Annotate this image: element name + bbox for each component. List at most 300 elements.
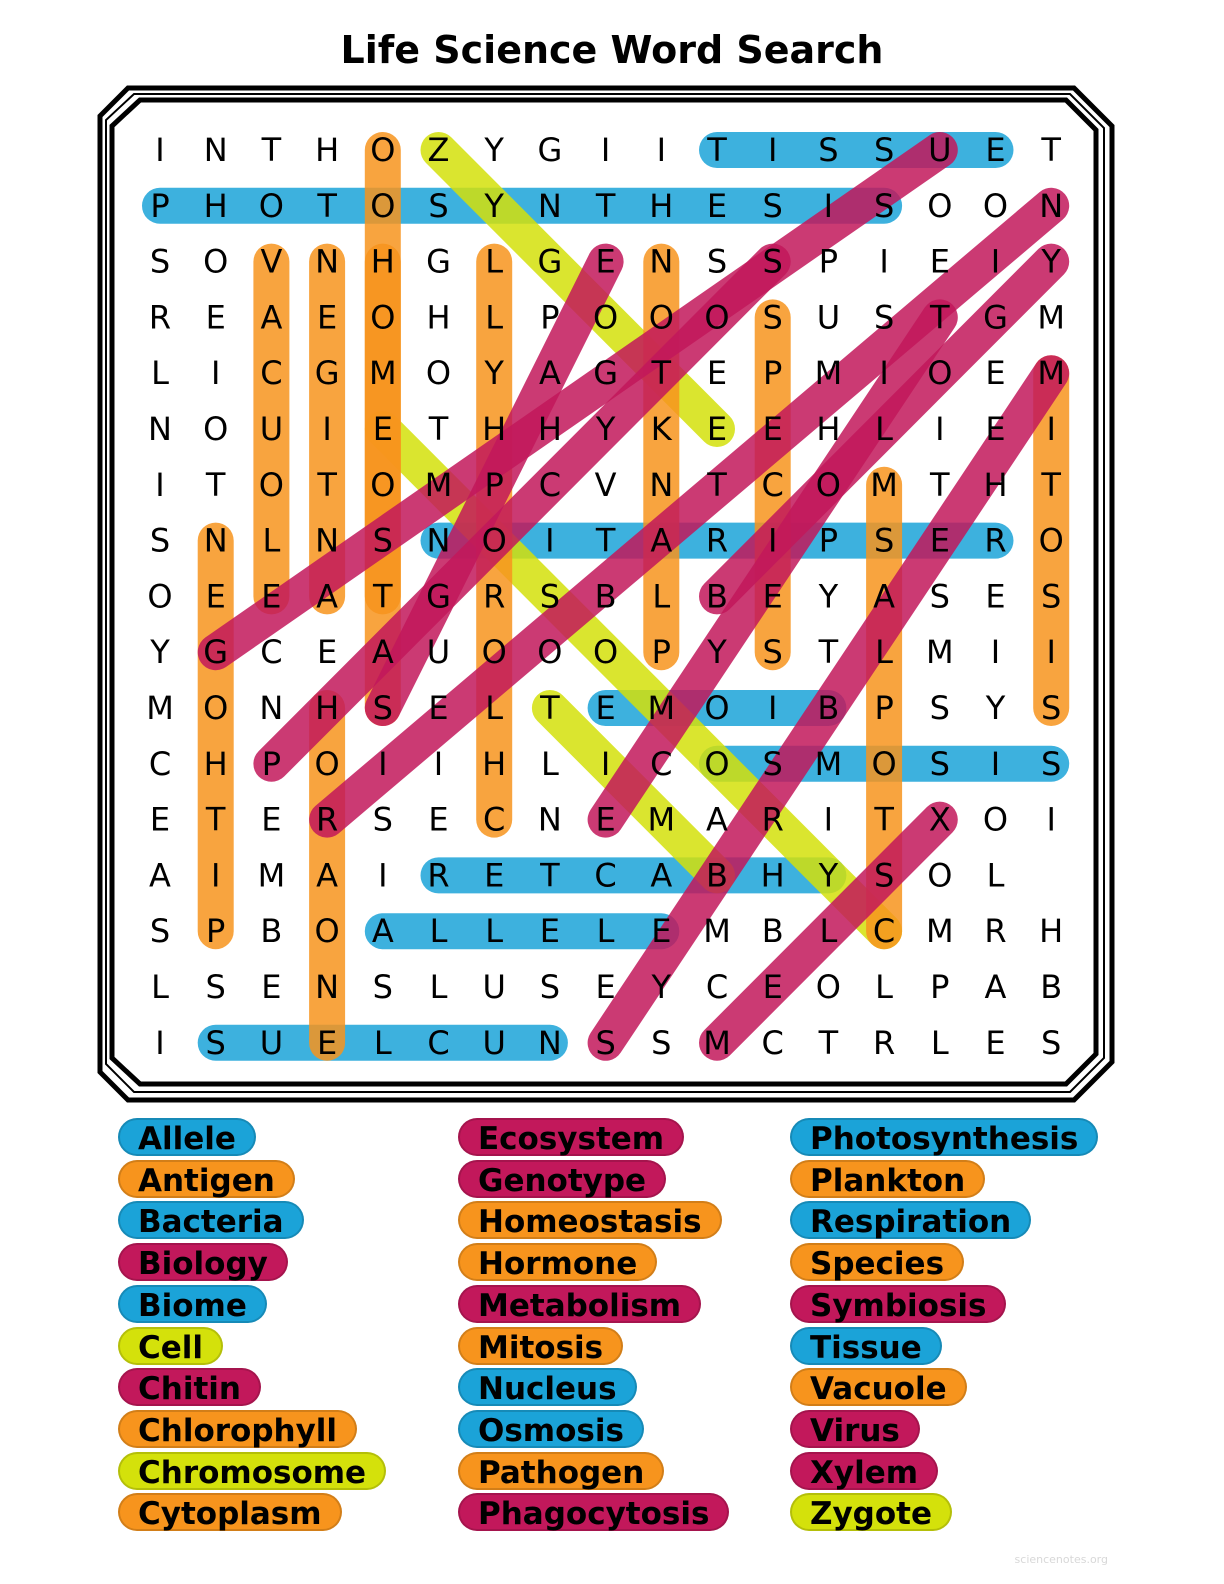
grid-letter[interactable]: M: [703, 912, 731, 951]
grid-letter[interactable]: H: [426, 298, 451, 337]
grid-letter[interactable]: A: [316, 577, 339, 616]
grid-letter[interactable]: N: [315, 242, 340, 281]
word-list-item: Biology: [118, 1243, 288, 1281]
grid-letter[interactable]: S: [372, 521, 393, 560]
grid-letter[interactable]: M: [925, 633, 954, 672]
grid-letter[interactable]: R: [427, 856, 450, 895]
grid-letter[interactable]: E: [929, 521, 950, 560]
grid-letter[interactable]: A: [316, 856, 339, 895]
grid-letter[interactable]: U: [816, 298, 841, 337]
grid-letter[interactable]: T: [595, 186, 616, 225]
grid-letter[interactable]: S: [1041, 744, 1062, 783]
grid-letter[interactable]: B: [706, 856, 728, 895]
grid-letter[interactable]: O: [258, 186, 284, 225]
grid-letter[interactable]: A: [149, 856, 171, 895]
grid-letter[interactable]: O: [481, 521, 507, 560]
grid-letter[interactable]: O: [648, 298, 674, 337]
grid-letter[interactable]: O: [704, 298, 730, 337]
grid-letter[interactable]: Y: [818, 577, 839, 616]
grid-letter[interactable]: O: [815, 465, 841, 504]
grid-letter[interactable]: S: [205, 1023, 226, 1062]
grid-letter[interactable]: O: [203, 410, 229, 448]
grid-letter[interactable]: T: [205, 465, 226, 504]
grid-letter[interactable]: G: [314, 354, 340, 393]
grid-letter[interactable]: I: [935, 410, 945, 448]
grid-letter[interactable]: I: [545, 521, 555, 560]
grid-letter[interactable]: S: [372, 968, 393, 1006]
grid-letter[interactable]: L: [652, 577, 671, 616]
grid-letter[interactable]: U: [259, 1023, 284, 1062]
grid-letter[interactable]: O: [147, 577, 173, 616]
grid-letter[interactable]: T: [1041, 131, 1061, 169]
grid-letter[interactable]: H: [983, 465, 1008, 504]
grid-letter[interactable]: O: [314, 744, 340, 783]
grid-letter[interactable]: L: [485, 912, 504, 951]
grid-letter[interactable]: G: [983, 298, 1008, 337]
grid-letter[interactable]: C: [260, 354, 283, 393]
grid-letter[interactable]: B: [817, 689, 840, 727]
grid-letter[interactable]: U: [426, 633, 451, 672]
grid-letter[interactable]: T: [205, 800, 226, 839]
grid-letter[interactable]: R: [761, 800, 784, 839]
grid-letter[interactable]: C: [538, 465, 562, 504]
grid-letter[interactable]: L: [540, 744, 559, 783]
grid-letter[interactable]: S: [1041, 689, 1062, 727]
grid-letter[interactable]: R: [483, 577, 506, 616]
grid-letter[interactable]: T: [595, 521, 616, 560]
grid-letter[interactable]: V: [594, 465, 617, 504]
grid-letter[interactable]: S: [873, 298, 895, 337]
grid-letter[interactable]: O: [314, 912, 340, 951]
grid-letter[interactable]: Y: [651, 968, 672, 1006]
grid-letter[interactable]: U: [482, 1023, 506, 1062]
grid-letter[interactable]: L: [875, 968, 894, 1006]
grid-letter[interactable]: E: [706, 186, 728, 225]
grid-letter[interactable]: C: [761, 1023, 784, 1062]
grid-letter[interactable]: I: [1046, 633, 1056, 672]
grid-letter[interactable]: L: [151, 354, 169, 393]
grid-letter[interactable]: S: [762, 744, 783, 783]
grid-letter[interactable]: L: [485, 689, 504, 727]
grid-letter[interactable]: E: [595, 968, 616, 1006]
grid-letter[interactable]: Y: [1041, 242, 1061, 281]
grid-letter[interactable]: U: [928, 131, 952, 169]
grid-letter[interactable]: H: [816, 410, 841, 448]
grid-letter[interactable]: M: [368, 354, 397, 393]
grid-letter[interactable]: H: [760, 856, 785, 895]
grid-letter[interactable]: P: [818, 242, 839, 281]
grid-letter[interactable]: K: [650, 410, 672, 448]
grid-letter[interactable]: H: [537, 410, 562, 448]
grid-letter[interactable]: A: [538, 354, 561, 393]
grid-letter[interactable]: S: [1041, 577, 1062, 616]
grid-letter[interactable]: N: [315, 521, 340, 560]
grid-letter[interactable]: N: [537, 186, 562, 225]
word-list-item: Virus: [790, 1410, 920, 1448]
grid-letter[interactable]: S: [818, 131, 839, 169]
word-list-item: Biome: [118, 1285, 267, 1323]
word-list-item: Metabolism: [458, 1285, 701, 1323]
grid-letter[interactable]: H: [482, 410, 507, 448]
grid-letter[interactable]: O: [370, 186, 396, 225]
grid-letter[interactable]: V: [260, 242, 283, 281]
grid-letter[interactable]: G: [593, 354, 618, 393]
grid-letter[interactable]: I: [378, 856, 388, 895]
grid-letter[interactable]: M: [257, 856, 286, 895]
grid-letter[interactable]: I: [155, 1023, 165, 1062]
grid-letter[interactable]: C: [761, 465, 784, 504]
grid-letter[interactable]: N: [537, 1023, 562, 1062]
grid-letter[interactable]: E: [762, 968, 783, 1006]
grid-letter[interactable]: E: [316, 1023, 338, 1062]
grid-letter[interactable]: O: [203, 242, 229, 281]
grid-letter[interactable]: I: [322, 410, 332, 448]
grid-letter[interactable]: N: [649, 242, 674, 281]
grid-letter[interactable]: P: [540, 298, 560, 337]
grid-letter[interactable]: E: [428, 800, 449, 839]
grid-letter[interactable]: U: [482, 968, 506, 1006]
grid-letter[interactable]: T: [930, 465, 950, 504]
grid-letter[interactable]: M: [814, 354, 843, 393]
grid-letter[interactable]: G: [426, 577, 451, 616]
grid-letter[interactable]: G: [537, 242, 563, 281]
grid-letter[interactable]: G: [537, 131, 563, 169]
grid-letter[interactable]: A: [984, 968, 1007, 1006]
grid-letter[interactable]: L: [596, 912, 615, 951]
grid-letter[interactable]: H: [315, 689, 340, 727]
grid-letter[interactable]: N: [315, 968, 340, 1006]
grid-letter[interactable]: L: [429, 912, 448, 951]
grid-letter[interactable]: I: [210, 354, 221, 393]
grid-letter[interactable]: A: [650, 856, 673, 895]
grid-letter[interactable]: S: [149, 912, 171, 951]
grid-letter[interactable]: B: [260, 912, 283, 951]
grid-letter[interactable]: T: [317, 465, 337, 504]
grid-letter[interactable]: O: [258, 465, 284, 504]
grid-letter[interactable]: O: [203, 689, 229, 727]
grid-letter[interactable]: L: [485, 298, 504, 337]
word-list-item: Zygote: [790, 1493, 952, 1531]
grid-letter[interactable]: E: [484, 856, 505, 895]
grid-letter[interactable]: E: [595, 689, 616, 727]
grid-letter[interactable]: S: [873, 856, 895, 895]
grid-letter[interactable]: S: [1041, 1023, 1062, 1062]
grid-letter[interactable]: I: [990, 744, 1001, 783]
grid-letter[interactable]: N: [203, 131, 228, 169]
grid-letter[interactable]: N: [203, 521, 228, 560]
grid-letter[interactable]: C: [594, 856, 617, 895]
grid-letter[interactable]: R: [315, 800, 339, 839]
grid-letter[interactable]: T: [1041, 465, 1061, 504]
grid-letter[interactable]: S: [929, 689, 950, 727]
grid-letter[interactable]: Y: [484, 186, 504, 225]
grid-letter[interactable]: I: [378, 744, 388, 783]
grid-letter[interactable]: E: [205, 577, 226, 616]
grid-letter[interactable]: S: [762, 633, 783, 672]
grid-letter[interactable]: L: [875, 633, 894, 672]
grid-letter[interactable]: Y: [985, 689, 1006, 727]
grid-letter[interactable]: U: [259, 410, 284, 448]
grid-letter[interactable]: E: [261, 577, 282, 616]
grid-letter[interactable]: O: [481, 633, 507, 672]
grid-letter[interactable]: O: [593, 298, 619, 337]
grid-letter[interactable]: N: [148, 410, 172, 448]
grid-letter[interactable]: T: [540, 856, 560, 895]
grid-letter[interactable]: S: [372, 689, 393, 727]
grid-letter[interactable]: I: [210, 856, 221, 895]
grid-letter[interactable]: O: [370, 131, 396, 169]
grid-letter[interactable]: L: [429, 968, 448, 1006]
grid-letter[interactable]: A: [873, 577, 896, 616]
grid-letter[interactable]: L: [485, 242, 504, 281]
grid-letter[interactable]: E: [706, 354, 728, 393]
grid-letter[interactable]: P: [763, 354, 783, 393]
grid-letter[interactable]: M: [703, 1023, 731, 1062]
grid-letter[interactable]: C: [427, 1023, 450, 1062]
grid-letter[interactable]: R: [984, 912, 1007, 951]
grid-letter[interactable]: E: [261, 968, 282, 1006]
grid-letter[interactable]: Y: [818, 856, 839, 895]
grid-letter[interactable]: L: [930, 1023, 949, 1062]
grid-letter[interactable]: N: [426, 521, 451, 560]
grid-letter[interactable]: E: [651, 912, 672, 951]
grid-letter[interactable]: X: [928, 800, 951, 839]
grid-letter[interactable]: E: [539, 912, 561, 951]
grid-letter[interactable]: A: [371, 912, 394, 951]
grid-letter[interactable]: M: [1037, 354, 1066, 393]
grid-letter[interactable]: P: [484, 465, 504, 504]
grid-letter[interactable]: S: [428, 186, 449, 225]
grid-letter[interactable]: T: [930, 298, 950, 337]
grid-letter[interactable]: Y: [595, 410, 616, 448]
grid-letter[interactable]: I: [823, 186, 834, 225]
grid-letter[interactable]: E: [316, 298, 338, 337]
grid-letter[interactable]: E: [929, 242, 950, 281]
grid-letter[interactable]: T: [707, 131, 727, 169]
grid-letter[interactable]: I: [823, 800, 834, 839]
grid-letter[interactable]: T: [373, 577, 393, 616]
grid-letter[interactable]: S: [706, 242, 728, 281]
grid-letter[interactable]: H: [482, 744, 507, 783]
word-list-item: Genotype: [458, 1160, 666, 1198]
grid-letter[interactable]: T: [317, 186, 337, 225]
grid-letter[interactable]: O: [704, 744, 730, 783]
grid-letter[interactable]: O: [815, 968, 841, 1006]
grid-letter[interactable]: T: [707, 465, 727, 504]
grid-letter[interactable]: T: [428, 410, 449, 448]
word-list-item: Osmosis: [458, 1410, 644, 1448]
grid-letter[interactable]: I: [433, 744, 444, 783]
grid-letter[interactable]: C: [872, 912, 896, 951]
grid-letter[interactable]: I: [990, 242, 1001, 281]
grid-letter[interactable]: I: [155, 465, 165, 504]
grid-letter[interactable]: S: [873, 186, 895, 225]
grid-letter[interactable]: L: [819, 912, 838, 951]
grid-letter[interactable]: I: [600, 744, 611, 783]
grid-letter[interactable]: R: [984, 521, 1007, 560]
grid-letter[interactable]: S: [539, 577, 561, 616]
grid-letter[interactable]: P: [261, 744, 282, 783]
grid-letter[interactable]: B: [761, 912, 784, 951]
grid-letter[interactable]: I: [879, 354, 889, 393]
grid-letter[interactable]: T: [818, 1023, 839, 1062]
grid-letter[interactable]: E: [205, 298, 226, 337]
grid-letter[interactable]: P: [206, 912, 226, 951]
grid-letter[interactable]: S: [762, 186, 783, 225]
grid-letter[interactable]: H: [649, 186, 674, 225]
grid-letter[interactable]: C: [650, 744, 673, 783]
grid-letter[interactable]: N: [537, 800, 562, 839]
grid-letter[interactable]: S: [149, 242, 171, 281]
grid-letter[interactable]: S: [929, 577, 950, 616]
grid-letter[interactable]: H: [203, 186, 228, 225]
grid-letter[interactable]: N: [1039, 186, 1064, 225]
grid-letter[interactable]: I: [1046, 800, 1056, 839]
grid-letter[interactable]: C: [483, 800, 506, 839]
grid-letter[interactable]: P: [818, 521, 839, 560]
grid-letter[interactable]: O: [425, 354, 452, 393]
grid-letter[interactable]: M: [925, 912, 954, 951]
grid-letter[interactable]: I: [767, 131, 778, 169]
grid-letter[interactable]: R: [872, 1023, 896, 1062]
grid-letter[interactable]: Y: [484, 131, 504, 169]
grid-letter[interactable]: P: [874, 689, 894, 727]
grid-letter[interactable]: S: [762, 298, 783, 337]
grid-letter[interactable]: E: [985, 577, 1006, 616]
grid-letter[interactable]: C: [260, 633, 283, 672]
grid-letter[interactable]: O: [537, 633, 563, 672]
grid-letter[interactable]: H: [203, 744, 228, 783]
grid-letter[interactable]: R: [705, 521, 729, 560]
grid-letter[interactable]: E: [261, 800, 282, 839]
grid-letter[interactable]: S: [873, 131, 895, 169]
grid-letter[interactable]: H: [1039, 912, 1064, 951]
grid-letter[interactable]: L: [373, 1023, 392, 1062]
grid-letter[interactable]: S: [873, 521, 895, 560]
grid-letter[interactable]: S: [205, 968, 226, 1006]
grid-letter[interactable]: E: [762, 577, 783, 616]
grid-letter[interactable]: A: [650, 521, 673, 560]
grid-letter[interactable]: A: [706, 800, 728, 839]
grid-letter[interactable]: S: [595, 1023, 616, 1062]
grid-letter[interactable]: M: [424, 465, 453, 504]
grid-letter[interactable]: I: [767, 521, 778, 560]
grid-letter[interactable]: S: [372, 800, 393, 839]
grid-letter[interactable]: T: [651, 354, 672, 393]
grid-letter[interactable]: I: [879, 242, 889, 281]
word-list-item: Allele: [118, 1118, 256, 1156]
grid-letter[interactable]: I: [990, 633, 1001, 672]
grid-letter[interactable]: E: [985, 1023, 1006, 1062]
grid-letter[interactable]: L: [986, 856, 1005, 895]
grid-letter[interactable]: O: [927, 856, 953, 895]
grid-letter[interactable]: M: [1037, 298, 1066, 337]
grid-letter[interactable]: G: [203, 633, 229, 672]
grid-letter[interactable]: O: [927, 354, 953, 393]
grid-letter[interactable]: L: [262, 521, 281, 560]
grid-letter[interactable]: O: [927, 186, 953, 225]
grid-letter[interactable]: E: [985, 131, 1006, 169]
grid-letter[interactable]: H: [315, 131, 340, 169]
grid-letter[interactable]: E: [985, 354, 1006, 393]
grid-letter[interactable]: E: [762, 410, 783, 448]
grid-letter[interactable]: O: [871, 744, 897, 783]
grid-letter[interactable]: E: [316, 633, 338, 672]
grid-letter[interactable]: Z: [427, 131, 450, 169]
grid-letter[interactable]: E: [595, 242, 616, 281]
grid-letter[interactable]: E: [985, 410, 1006, 448]
grid-letter[interactable]: M: [647, 800, 676, 839]
grid-letter[interactable]: M: [647, 689, 676, 727]
word-list-item: Ecosystem: [458, 1118, 684, 1156]
grid-letter[interactable]: S: [929, 744, 950, 783]
grid-letter[interactable]: N: [259, 689, 284, 727]
grid-letter[interactable]: H: [370, 242, 395, 281]
grid-letter[interactable]: M: [146, 689, 174, 727]
word-list-item: Chlorophyll: [118, 1410, 357, 1448]
grid-letter[interactable]: G: [426, 242, 451, 281]
grid-letter[interactable]: S: [539, 968, 561, 1006]
grid-letter[interactable]: Y: [150, 633, 170, 672]
grid-letter[interactable]: O: [704, 689, 730, 727]
grid-letter[interactable]: Y: [707, 633, 727, 672]
grid-letter[interactable]: A: [260, 298, 283, 337]
page-title: Life Science Word Search: [340, 28, 884, 72]
grid-letter[interactable]: T: [540, 689, 560, 727]
grid-letter[interactable]: M: [814, 744, 843, 783]
grid-letter[interactable]: O: [370, 465, 396, 504]
grid-letter[interactable]: B: [594, 577, 617, 616]
grid-letter[interactable]: E: [595, 800, 616, 839]
grid-letter[interactable]: T: [261, 131, 282, 169]
grid-letter[interactable]: S: [762, 242, 783, 281]
grid-letter[interactable]: E: [372, 410, 393, 448]
grid-letter[interactable]: C: [705, 968, 729, 1006]
grid-letter[interactable]: L: [151, 968, 169, 1006]
grid-letter[interactable]: L: [875, 410, 894, 448]
grid-letter[interactable]: I: [1046, 410, 1056, 448]
grid-letter[interactable]: E: [706, 410, 728, 448]
grid-letter[interactable]: B: [1040, 968, 1063, 1006]
grid-letter[interactable]: P: [930, 968, 950, 1006]
grid-letter[interactable]: I: [767, 689, 778, 727]
grid-letter[interactable]: R: [148, 298, 172, 337]
grid-letter[interactable]: S: [149, 521, 171, 560]
grid-letter[interactable]: O: [982, 186, 1009, 225]
grid-letter[interactable]: I: [155, 131, 165, 169]
grid-letter[interactable]: O: [593, 633, 619, 672]
grid-letter[interactable]: S: [651, 1023, 672, 1062]
grid-letter[interactable]: Y: [484, 354, 504, 393]
grid-letter[interactable]: O: [982, 800, 1009, 839]
grid-letter[interactable]: N: [649, 465, 674, 504]
grid-letter[interactable]: E: [428, 689, 449, 727]
grid-letter[interactable]: I: [600, 131, 611, 169]
word-list-item: Cell: [118, 1327, 223, 1365]
grid-letter[interactable]: E: [149, 800, 171, 839]
grid-letter[interactable]: C: [148, 744, 172, 783]
grid-letter[interactable]: O: [1038, 521, 1064, 560]
grid-letter[interactable]: O: [370, 298, 396, 337]
grid-letter[interactable]: A: [371, 633, 394, 672]
grid-letter[interactable]: P: [150, 186, 170, 225]
grid-letter[interactable]: P: [651, 633, 671, 672]
grid-letter[interactable]: I: [656, 131, 667, 169]
grid-letter[interactable]: M: [870, 465, 898, 504]
grid-letter[interactable]: T: [818, 633, 839, 672]
grid-letter[interactable]: B: [706, 577, 728, 616]
grid-letter[interactable]: T: [874, 800, 894, 839]
